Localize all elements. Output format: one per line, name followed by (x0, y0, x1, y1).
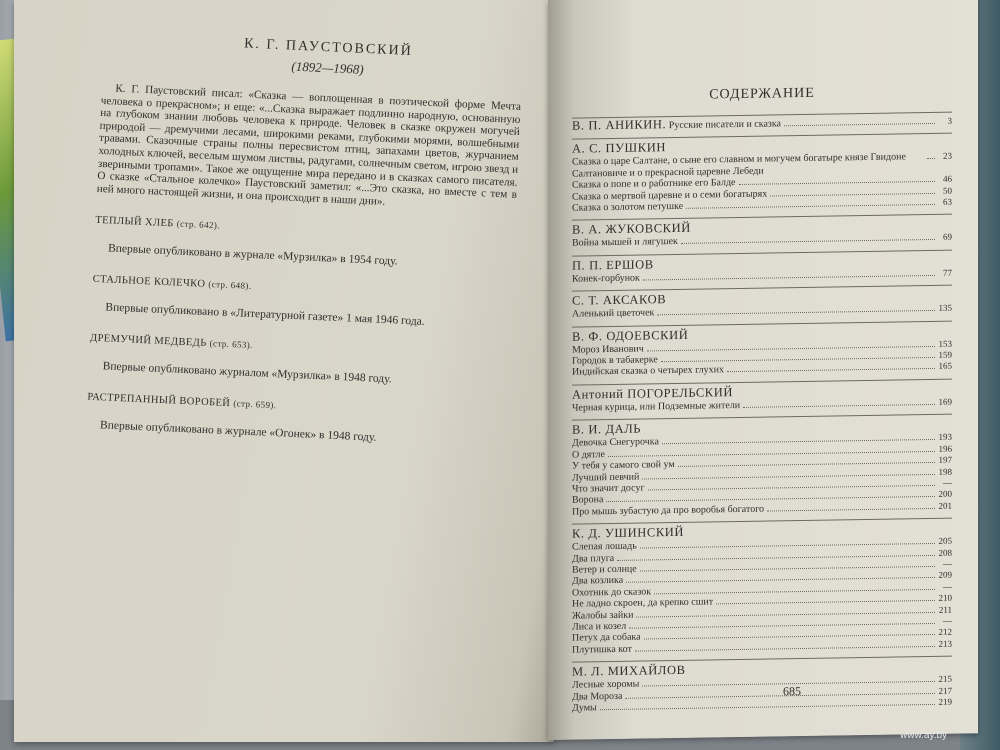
contents-section (572, 518, 952, 656)
entry-page: 200 (938, 488, 952, 500)
section-author: В. Ф. ОДОЕВСКИЙ (572, 327, 689, 344)
page-number: 685 (783, 684, 801, 699)
entry-page: 215 (938, 673, 952, 685)
entry-title: Лучший певчий (572, 471, 640, 484)
dot-leader (600, 704, 935, 710)
dot-leader (657, 310, 935, 315)
entry-page: 217 (938, 685, 952, 696)
entry-page: 198 (938, 466, 952, 477)
entry-page: 135 (938, 302, 952, 314)
entry-title: Плутишка кот (572, 643, 632, 656)
author-heading: К. Г. ПАУСТОВСКИЙ (243, 36, 414, 60)
works-list (86, 215, 515, 450)
entry-page: 219 (938, 696, 952, 707)
entry-title: О дятле (572, 448, 605, 461)
work-page-ref: (стр. 659). (233, 398, 277, 411)
entry-title: Что значит досуг (572, 482, 645, 495)
work-publication-note: Впервые опубликовано журналом «Мурзилка» в 1948 году. (102, 360, 392, 386)
dot-leader (635, 646, 935, 652)
section-author: В. И. ДАЛЬ (572, 421, 642, 437)
dot-leader (770, 193, 935, 197)
dot-leader (716, 600, 935, 604)
entry-page: — (943, 615, 952, 626)
section-author: А. С. ПУШКИН (572, 140, 666, 157)
section-author: В. А. ЖУКОВСКИЙ (572, 221, 691, 238)
entry-title: Мороз Иванович (572, 343, 644, 356)
entry-title: Два Мороза (572, 690, 623, 703)
dot-leader (686, 204, 935, 209)
section-author: Антоний ПОГОРЕЛЬСКИЙ (572, 384, 733, 402)
entry-page: — (943, 581, 952, 592)
entry-title: Жалобы зайки (572, 609, 634, 622)
preface-entry (572, 112, 952, 133)
entry-page: 205 (938, 535, 952, 546)
contents-section (572, 656, 952, 714)
contents-section (572, 133, 952, 214)
entry-page: 208 (938, 547, 952, 558)
entry-title: Думы (572, 702, 597, 714)
entry-page: 23 (943, 151, 952, 162)
work-page-ref: (стр. 642). (176, 218, 221, 231)
work-title-line (87, 392, 507, 422)
entry-page: 159 (938, 349, 952, 360)
section-author: К. Д. УШИНСКИЙ (572, 524, 685, 541)
entry-page: 209 (938, 569, 952, 581)
entry-page: 210 (938, 592, 952, 604)
entry-title: Сказка о царе Салтане, о сыне его славном и могучем богатыре князе Гвидоне Салтановиче и о прекрасной царевне Лебеди (572, 151, 909, 180)
entry-title: Аленький цветочек (572, 307, 655, 320)
entry-title: Про мышь зубастую да про воробья богатого (572, 503, 765, 518)
dot-leader (743, 404, 935, 408)
contents-section (572, 214, 952, 249)
entry-title: Сказка о попе и о работнике его Балде (572, 177, 736, 191)
entry-title: Городок в табакерке (572, 354, 658, 367)
work-publication-note: Впервые опубликовано в журнале «Мурзилка» в 1954 году. (107, 242, 398, 268)
preface-author: В. П. АНИКИН. (572, 117, 667, 133)
section-author: С. Т. АКСАКОВ (572, 292, 667, 308)
preface-page: 3 (947, 115, 952, 126)
dot-leader (927, 158, 935, 159)
work-item (91, 274, 512, 332)
work-item (94, 215, 515, 273)
contents-heading: СОДЕРЖАНИЕ (709, 85, 815, 103)
entry-page: 197 (938, 454, 952, 465)
dot-leader (767, 508, 935, 512)
work-title-line (95, 215, 515, 245)
contents-section (572, 249, 952, 284)
section-author: М. Л. МИХАЙЛОВ (572, 663, 686, 679)
section-author: П. П. ЕРШОВ (572, 257, 654, 273)
entry-title: Лиса и козел (572, 620, 627, 633)
left-page (14, 0, 554, 742)
notes-block (86, 30, 524, 450)
entry-page: 196 (938, 443, 952, 454)
entry-page: 63 (943, 196, 952, 207)
entry-title: Слепая лошадь (572, 540, 637, 553)
entry-page: 77 (943, 267, 952, 278)
entry-page: — (943, 558, 952, 569)
work-title-line (92, 274, 512, 304)
contents-sections (572, 133, 952, 714)
entry-title: Ветер и солнце (572, 563, 637, 576)
entry-page: 69 (943, 232, 952, 243)
entry-page: 193 (938, 431, 952, 443)
dot-leader (643, 275, 935, 281)
work-title: СТАЛЬНОЕ КОЛЕЧКО (92, 274, 206, 291)
entry-title: Два плуга (572, 552, 615, 565)
entry-title: Черная курица, или Подземные жители (572, 399, 741, 414)
contents-section (572, 320, 952, 378)
entry-page: 153 (938, 338, 952, 349)
work-page-ref: (стр. 653). (209, 338, 254, 351)
watermark: www.ay.by (900, 730, 948, 741)
contents-section (572, 379, 952, 414)
entry-title: Ворона (572, 494, 604, 506)
entry-title: Девочка Снегурочка (572, 436, 659, 449)
entry-title: Война мышей и лягушек (572, 236, 678, 250)
work-title: РАСТРЕПАННЫЙ ВОРОБЕЙ (87, 391, 231, 410)
entry-page: 169 (938, 396, 952, 407)
contents-section (572, 414, 952, 518)
work-title: ДРЕМУЧИЙ МЕДВЕДЬ (89, 333, 207, 350)
work-publication-note: Впервые опубликовано в «Литературной газете» 1 мая 1946 года. (105, 301, 425, 329)
contents-block (572, 84, 952, 720)
entry-title: Конек-горбунок (572, 272, 640, 285)
work-title-line (90, 333, 510, 363)
author-years: (1892—1968) (291, 58, 364, 77)
work-page-ref: (стр. 648). (208, 279, 252, 292)
entry-page: 201 (938, 500, 952, 511)
entry-title: Петух да собака (572, 631, 641, 644)
entry-page: 46 (943, 173, 952, 185)
dot-leader (784, 123, 935, 126)
entry-title: Два козлика (572, 575, 624, 587)
dot-leader (739, 181, 936, 185)
entry-page: 213 (938, 638, 952, 649)
right-page (548, 0, 978, 740)
entry-title: Индийская сказка о четырех глухих (572, 364, 725, 379)
work-title: ТЕПЛЫЙ ХЛЕБ (95, 215, 174, 230)
entry-page: 212 (938, 627, 952, 638)
work-publication-note: Впервые опубликовано в журнале «Огонек» в 1948 году. (99, 419, 377, 445)
entry-title: У тебя у самого свой ум (572, 459, 675, 472)
entry-title: Не ладно скроен, да крепко сшит (572, 596, 714, 610)
contents-section (572, 285, 952, 320)
entry-title: Сказка о золотом петушке (572, 200, 684, 214)
entry-page: 165 (938, 361, 952, 372)
entry-title: Сказка о мертвой царевне и о семи богатырях (572, 188, 768, 203)
dot-leader (727, 368, 935, 372)
dot-leader (681, 239, 935, 244)
entry-title: Охотник до сказок (572, 586, 652, 599)
entry-page: 211 (938, 604, 952, 615)
entry-title: Лесные хоромы (572, 678, 640, 691)
work-item (88, 333, 509, 391)
preface-title: Русские писатели и сказка (668, 118, 781, 132)
entry-page: — (943, 477, 952, 488)
author-intro: К. Г. Паустовский писал: «Сказка — воплощенная в поэтической форме Мечта человека о прекрасном»; и еще: «...Сказка выражает подлинно народную, основанную на глубоком знании любовь человека к природе. Человек в сказке окружен могучей природой — дремучими лесами, широкими реками, глубокими морями, волшебными травами. Сказочные страны полны пересвистом птиц, запахами цветов, журчанием холодных ключей, веселым шумом листвы, радугами, солнечным светом, игрою звезд и звериными тропами». Такое же ощущение мира передано и в сказках самого писателя. О сказке «Стальное колечко» Паустовский заметил: «...Это сказка, но вместе с тем в ней много настоящей жизни, и она происходит в наши дни». (96, 82, 522, 208)
entry-page: 50 (943, 185, 952, 196)
work-item (86, 392, 507, 450)
